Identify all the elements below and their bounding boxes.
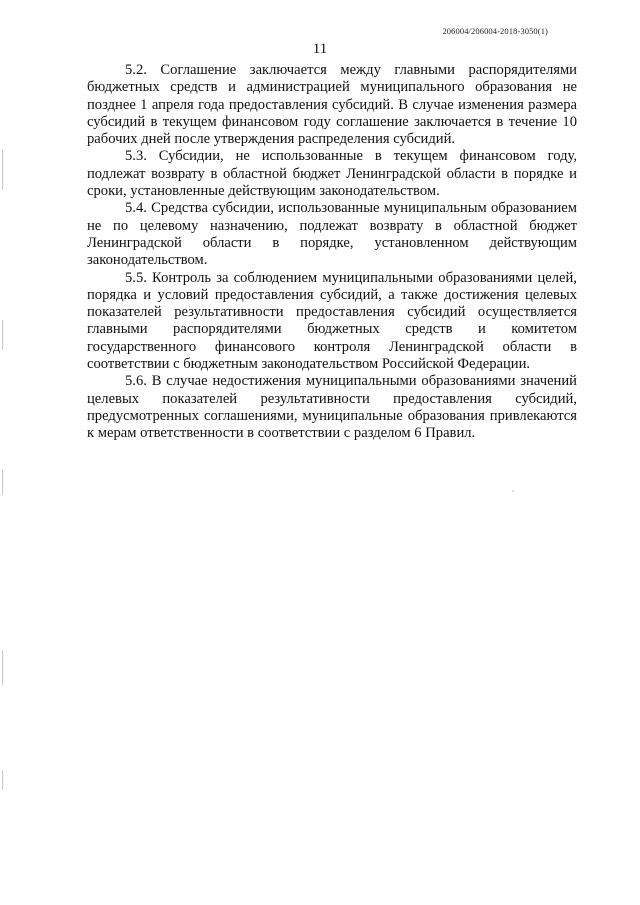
paragraph-5-4: 5.4. Средства субсидии, использованные муниципальным образованием не по целевому назначению, подлежат возврату в областной бюджет Ленинградской области в порядке, установленном действующим законодательством. bbox=[87, 200, 577, 269]
scan-artifact bbox=[2, 470, 3, 495]
paragraph-5-5: 5.5. Контроль за соблюдением муниципальными образованиями целей, порядка и условий предоставления субсидий, а также достижения целевых показателей результативности предоставления субсидий осуществляется главными распорядителями бюджетных средств и комитетом государственного финансового контроля Ленинградской области в соответствии с бюджетным законодательством Российской Федерации. bbox=[87, 269, 577, 373]
scan-artifact bbox=[2, 150, 3, 190]
paragraph-5-3: 5.3. Субсидии, не использованные в текущем финансовом году, подлежат возврату в областной бюджет Ленинградской области в порядке и сроки, установленные действующим законодательством. bbox=[87, 148, 577, 200]
scan-artifact bbox=[2, 770, 3, 790]
paragraph-5-2: 5.2. Соглашение заключается между главными распорядителями бюджетных средств и администрацией муниципального образования не позднее 1 апреля года предоставления субсидий. В случае изменения размера субсидий в текущем финансовом году соглашение заключается в течение 10 рабочих дней после утверждения распределения субсидий. bbox=[87, 62, 577, 148]
scan-artifact bbox=[512, 490, 514, 492]
page-number: 11 bbox=[312, 41, 328, 57]
document-body bbox=[87, 62, 577, 443]
scan-artifact bbox=[2, 320, 3, 350]
paragraph-5-6: 5.6. В случае недостижения муниципальными образованиями значений целевых показателей результативности предоставления субсидий, предусмотренных соглашениями, муниципальные образования привлекаются к мерам ответственности в соответствии с разделом 6 Правил. bbox=[87, 373, 577, 442]
scan-artifact bbox=[2, 650, 3, 685]
document-id: 206004/206004-2018-3050(1) bbox=[442, 26, 548, 36]
